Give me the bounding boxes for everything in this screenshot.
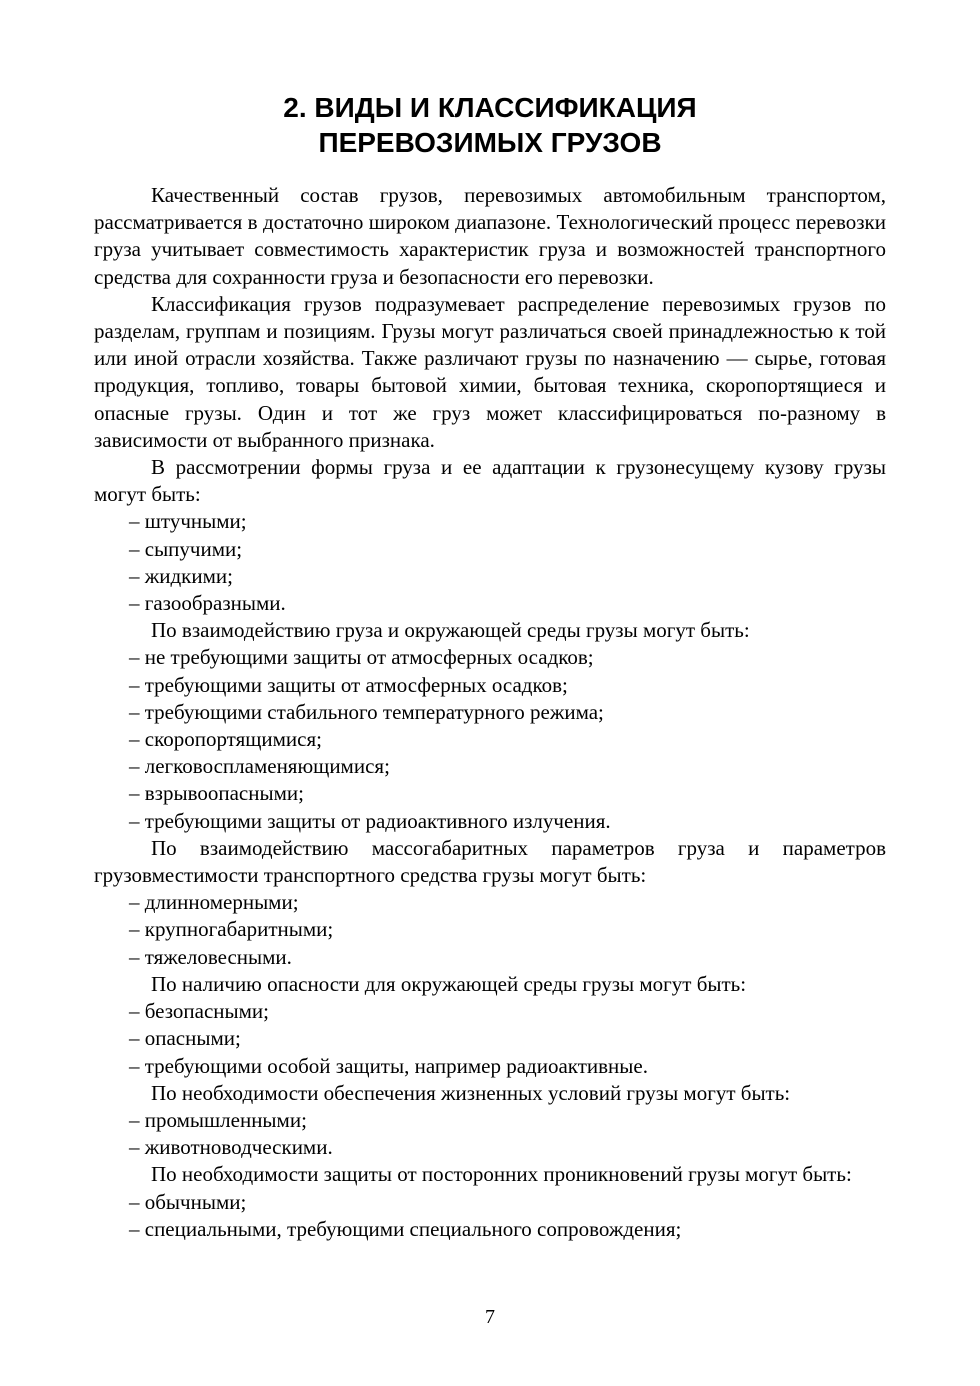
paragraph-environment-interaction: По взаимодействию груза и окружающей среды грузы могут быть: [151,618,750,643]
list-item: – животноводческими. [129,1135,333,1160]
list-item: – требующими защиты от радиоактивного излучения. [129,808,611,833]
list-item: – длинномерными; [129,890,299,915]
list-item: – сыпучими; [129,536,243,561]
chapter-title-line-2: ПЕРЕВОЗИМЫХ ГРУЗОВ [318,127,662,158]
list-item: – газообразными. [129,591,286,616]
list-item: – легковоспламеняющимися; [129,754,390,779]
paragraph-life-conditions: По необходимости обеспечения жизненных условий грузы могут быть: [151,1080,791,1105]
list-item: – не требующими защиты от атмосферных осадков; [129,645,594,670]
list-item: – штучными; [129,509,247,534]
list-item: – тяжеловесными. [129,944,292,969]
list-item: – взрывоопасными; [129,781,304,806]
list-item: – скоропортящимися; [129,727,322,752]
list-item: – безопасными; [129,999,269,1024]
page-number: 7 [485,1306,495,1328]
paragraph-cargo-classification: Классификация грузов подразумевает распределение перевозимых грузов по разделам, группам и позициям. Грузы могут различаться своей принадлежностью к той или иной отрасли хозяйства. Также различают грузы по назначению — сырье, готовая продукция, топливо, товары бытовой химии, бытовая техника, скоропортящиеся и опасные грузы. Один и тот же груз может классифицироваться по-разному в зависимости от выбранного признака. [94,291,886,452]
list-item: – специальными, требующими специального сопровождения; [129,1216,682,1241]
list-item: – требующими защиты от атмосферных осадков; [129,672,568,697]
chapter-title-line-1: 2. ВИДЫ И КЛАССИФИКАЦИЯ [283,92,697,123]
paragraph-dimension-parameters: По взаимодействию массогабаритных параметров груза и параметров грузовместимости транспортного средства грузы могут быть: [94,835,886,888]
chapter-body [94,182,886,1243]
paragraph-cargo-composition: Качественный состав грузов, перевозимых автомобильным транспортом, рассматривается в достаточно широком диапазоне. Технологический процесс перевозки груза учитывает совместимость характеристик груза и возможностей транспортного средства для сохранности груза и безопасности его перевозки. [94,183,886,289]
list-item: – опасными; [129,1026,241,1051]
paragraph-environmental-danger: По наличию опасности для окружающей среды грузы могут быть: [151,971,747,996]
list-item: – промышленными; [129,1107,307,1132]
list-item: – требующими особой защиты, например радиоактивные. [129,1053,648,1078]
list-item: – требующими стабильного температурного режима; [129,699,604,724]
paragraph-cargo-form: В рассмотрении формы груза и ее адаптации к грузонесущему кузову грузы могут быть: [94,455,886,507]
chapter-title [0,90,980,160]
list-item: – жидкими; [129,563,233,588]
list-item: – крупногабаритными; [129,917,334,942]
paragraph-intrusion-protection: По необходимости защиты от посторонних проникновений грузы могут быть: [151,1162,852,1187]
list-item: – обычными; [129,1189,247,1214]
